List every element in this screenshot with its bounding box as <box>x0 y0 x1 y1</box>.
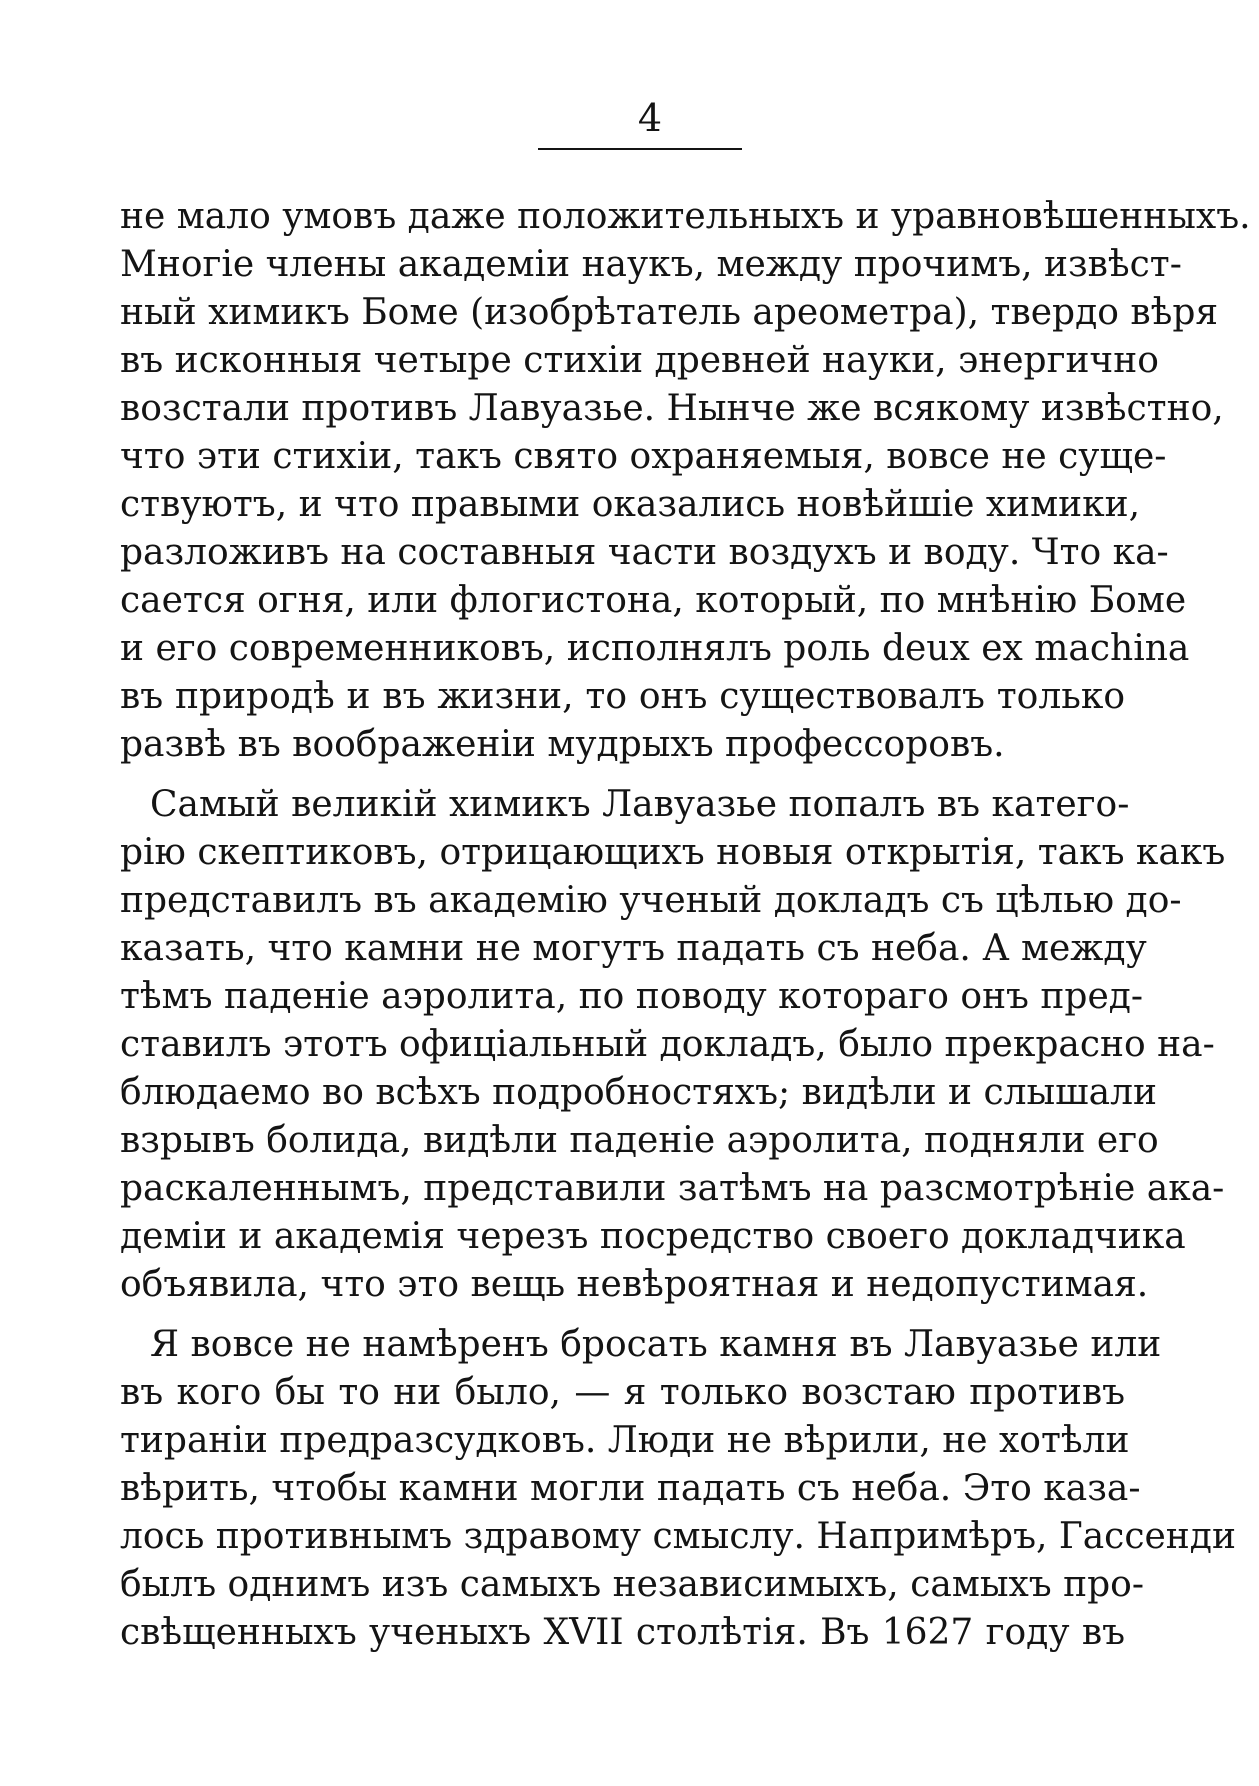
text-line: ставилъ этотъ офиціальный докладъ, было прекрасно на- <box>120 1024 1215 1065</box>
page-number: 4 <box>637 96 663 140</box>
text-line: былъ однимъ изъ самыхъ независимыхъ, самыхъ про- <box>120 1564 1144 1605</box>
text-line: въ кого бы то ни было, — я только возстаю противъ <box>120 1372 1125 1413</box>
text-line: въ исконныя четыре стихіи древней науки, энергично <box>120 340 1159 381</box>
text-line: представилъ въ академію ученый докладъ съ цѣлью до- <box>120 880 1182 921</box>
text-line: сается огня, или флогистона, который, по мнѣнію Боме <box>120 580 1187 621</box>
text-line: тѣмъ паденіе аэролита, по поводу котораго онъ пред- <box>120 976 1144 1017</box>
text-line: что эти стихіи, такъ свято охраняемыя, вовсе не суще- <box>120 436 1167 477</box>
text-line: Многіе члены академіи наукъ, между прочимъ, извѣст- <box>120 244 1182 285</box>
text-line: ствуютъ, и что правыми оказались новѣйшіе химики, <box>120 484 1141 525</box>
paragraph-spacer <box>120 1309 1125 1321</box>
text-line: возстали противъ Лавуазье. Нынче же всякому извѣстно, <box>120 388 1224 429</box>
text-line: свѣщенныхъ ученыхъ XVII столѣтія. Въ 1627 году въ <box>120 1612 1125 1653</box>
text-line: Самый великій химикъ Лавуазье попалъ въ катего- <box>150 784 1130 825</box>
text-line: блюдаемо во всѣхъ подробностяхъ; видѣли и слышали <box>120 1072 1157 1113</box>
text-line: не мало умовъ даже положительныхъ и уравновѣшенныхъ. <box>120 196 1251 237</box>
paragraph-3 <box>120 1321 1236 1657</box>
text-line: развѣ въ воображеніи мудрыхъ профессоровъ. <box>120 724 1005 765</box>
text-line: Я вовсе не намѣренъ бросать камня въ Лавуазье или <box>150 1324 1162 1365</box>
text-line: въ природѣ и въ жизни, то онъ существовалъ только <box>120 676 1125 717</box>
text-line: взрывъ болида, видѣли паденіе аэролита, подняли его <box>120 1120 1159 1161</box>
text-line: рію скептиковъ, отрицающихъ новыя открытія, такъ какъ <box>120 832 1226 873</box>
text-line: ный химикъ Боме (изобрѣтатель ареометра), твердо вѣря <box>120 292 1219 333</box>
text-line: казать, что камни не могутъ падать съ неба. А между <box>120 928 1147 969</box>
paragraph-1 <box>120 193 1251 769</box>
paragraph-2 <box>120 781 1226 1309</box>
body-text <box>120 193 1251 1657</box>
text-line: вѣрить, чтобы камни могли падать съ неба. Это каза- <box>120 1468 1141 1509</box>
text-line: тираніи предразсудковъ. Люди не вѣрили, не хотѣли <box>120 1420 1130 1461</box>
header-rule <box>538 148 742 150</box>
text-line: объявила, что это вещь невѣроятная и недопустимая. <box>120 1264 1149 1305</box>
text-line: лось противнымъ здравому смыслу. Напримѣръ, Гассенди <box>120 1516 1236 1557</box>
text-line: и его современниковъ, исполнялъ роль deux ex machina <box>120 628 1190 669</box>
paragraph-spacer <box>120 769 1125 781</box>
text-line: раскаленнымъ, представили затѣмъ на разсмотрѣніе ака- <box>120 1168 1225 1209</box>
text-line: разложивъ на составныя части воздухъ и воду. Что ка- <box>120 532 1169 573</box>
text-line: деміи и академія черезъ посредство своего докладчика <box>120 1216 1186 1257</box>
